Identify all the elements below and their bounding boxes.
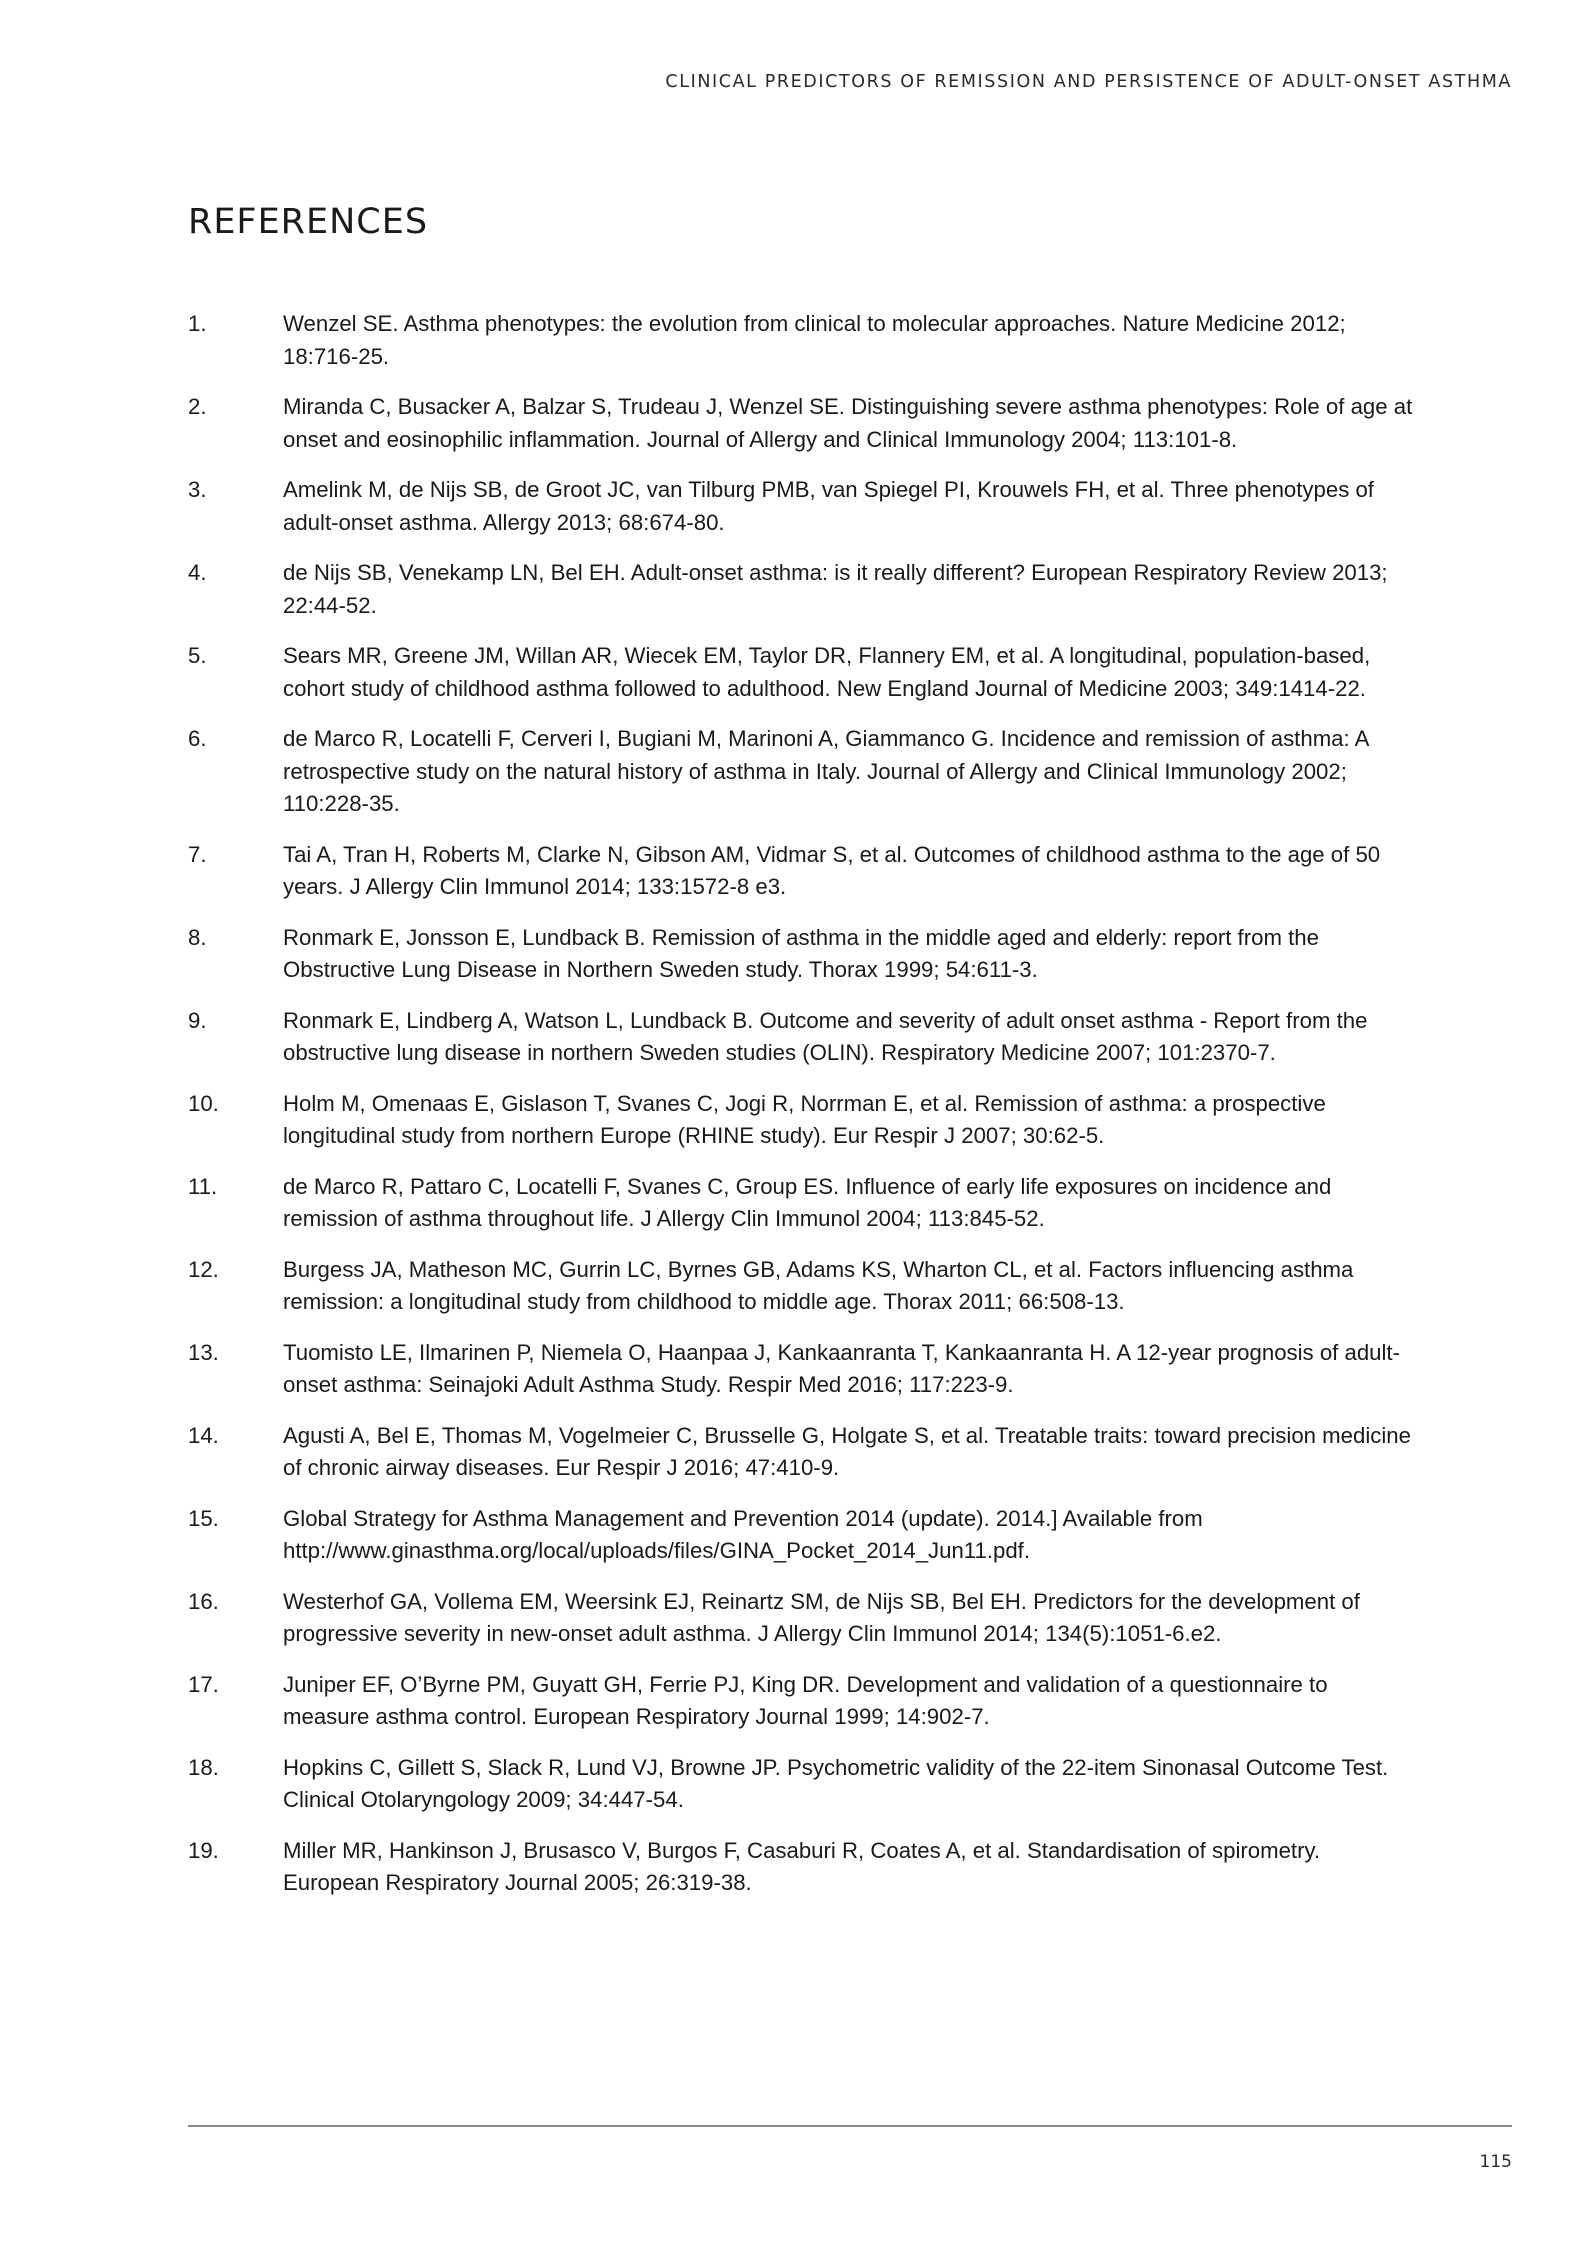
- reference-text: Agusti A, Bel E, Thomas M, Vogelmeier C, Brusselle G, Holgate S, et al. Treatable traits: toward precision medicine of chronic airway diseases. Eur Respir J 2016; 47:410-9.: [283, 1422, 1411, 1480]
- reference-item: [188, 1005, 1420, 1070]
- reference-item: [188, 922, 1420, 987]
- reference-item: [188, 391, 1420, 456]
- reference-text: Tai A, Tran H, Roberts M, Clarke N, Gibson AM, Vidmar S, et al. Outcomes of childhood asthma to the age of 50 years. J Allergy Clin Immunol 2014; 133:1572-8 e3.: [283, 841, 1381, 899]
- reference-item: [188, 1835, 1420, 1900]
- reference-text: Westerhof GA, Vollema EM, Weersink EJ, Reinartz SM, de Nijs SB, Bel EH. Predictors for the development of progressive severity in new-onset adult asthma. J Allergy Clin Immunol 2014; 134(5):1051-6.e2.: [283, 1588, 1360, 1646]
- reference-text: de Nijs SB, Venekamp LN, Bel EH. Adult-onset asthma: is it really different? European Respiratory Review 2013; 22:44-52.: [283, 560, 1388, 618]
- footer-divider: [188, 2125, 1512, 2127]
- reference-text: de Marco R, Pattaro C, Locatelli F, Svanes C, Group ES. Influence of early life exposures on incidence and remission of asthma throughout life. J Allergy Clin Immunol 2004; 113:845-52.: [283, 1173, 1332, 1231]
- reference-item: [188, 1503, 1420, 1568]
- reference-number: 6.: [188, 726, 207, 751]
- reference-text: Miller MR, Hankinson J, Brusasco V, Burgos F, Casaburi R, Coates A, et al. Standardisation of spirometry. European Respiratory Journal 2005; 26:319-38.: [283, 1837, 1321, 1895]
- reference-list: [188, 308, 1420, 1918]
- reference-item: [188, 474, 1420, 539]
- reference-number: 18.: [188, 1754, 219, 1780]
- reference-number: 10.: [188, 1090, 219, 1116]
- reference-item: [188, 839, 1420, 904]
- reference-number: 16.: [188, 1588, 219, 1614]
- reference-text: Hopkins C, Gillett S, Slack R, Lund VJ, Browne JP. Psychometric validity of the 22-item Sinonasal Outcome Test. Clinical Otolaryngology 2009; 34:447-54.: [283, 1754, 1389, 1812]
- reference-text: Holm M, Omenaas E, Gislason T, Svanes C, Jogi R, Norrman E, et al. Remission of asthma: a prospective longitudinal study from northern Europe (RHINE study). Eur Respir J 2007; 30:62-5.: [283, 1090, 1326, 1148]
- reference-text: de Marco R, Locatelli F, Cerveri I, Bugiani M, Marinoni A, Giammanco G. Incidence and remission of asthma: A retrospective study on the natural history of asthma in Italy. Journal of Allergy and Clinical Immunology 2002; 110:228-35.: [283, 726, 1369, 816]
- reference-number: 13.: [188, 1339, 219, 1365]
- reference-number: 12.: [188, 1256, 219, 1282]
- reference-number: 8.: [188, 924, 207, 950]
- reference-number: 7.: [188, 841, 207, 867]
- reference-item: [188, 1586, 1420, 1651]
- reference-item: [188, 1254, 1420, 1319]
- running-header: CLINICAL PREDICTORS OF REMISSION AND PERSISTENCE OF ADULT-ONSET ASTHMA: [665, 72, 1512, 92]
- reference-number: 19.: [188, 1837, 219, 1863]
- reference-number: 17.: [188, 1671, 219, 1697]
- reference-item: [188, 1669, 1420, 1734]
- reference-text: Miranda C, Busacker A, Balzar S, Trudeau J, Wenzel SE. Distinguishing severe asthma phenotypes: Role of age at onset and eosinophilic inflammation. Journal of Allergy and Clinical Immunology 2004; 113:101-8.: [283, 394, 1413, 452]
- reference-text: Global Strategy for Asthma Management and Prevention 2014 (update). 2014.] Available from http://www.ginasthma.org/local/uploads/files/GINA_Pocket_2014_Jun11.pdf.: [283, 1505, 1203, 1563]
- reference-number: 15.: [188, 1505, 219, 1531]
- reference-text: Ronmark E, Lindberg A, Watson L, Lundback B. Outcome and severity of adult onset asthma - Report from the obstructive lung disease in northern Sweden studies (OLIN). Respiratory Medicine 2007; 101:2370-7.: [283, 1007, 1368, 1065]
- reference-number: 2.: [188, 394, 207, 419]
- reference-text: Ronmark E, Jonsson E, Lundback B. Remission of asthma in the middle aged and elderly: report from the Obstructive Lung Disease in Northern Sweden study. Thorax 1999; 54:611-3.: [283, 924, 1319, 982]
- reference-item: [188, 723, 1420, 821]
- page-number: 115: [1479, 2152, 1512, 2172]
- reference-item: [188, 640, 1420, 705]
- reference-text: Tuomisto LE, Ilmarinen P, Niemela O, Haanpaa J, Kankaanranta T, Kankaanranta H. A 12-year prognosis of adult-onset asthma: Seinajoki Adult Asthma Study. Respir Med 2016; 117:223-9.: [283, 1339, 1400, 1397]
- reference-text: Burgess JA, Matheson MC, Gurrin LC, Byrnes GB, Adams KS, Wharton CL, et al. Factors influencing asthma remission: a longitudinal study from childhood to middle age. Thorax 2011; 66:508-13.: [283, 1256, 1354, 1314]
- reference-item: [188, 1171, 1420, 1236]
- section-title: REFERENCES: [188, 202, 429, 242]
- reference-number: 4.: [188, 560, 207, 585]
- reference-number: 1.: [188, 311, 207, 336]
- reference-number: 11.: [188, 1173, 218, 1199]
- reference-item: [188, 1420, 1420, 1485]
- reference-text: Juniper EF, O’Byrne PM, Guyatt GH, Ferrie PJ, King DR. Development and validation of a questionnaire to measure asthma control. European Respiratory Journal 1999; 14:902-7.: [283, 1671, 1328, 1729]
- reference-number: 14.: [188, 1422, 219, 1448]
- reference-text: Amelink M, de Nijs SB, de Groot JC, van Tilburg PMB, van Spiegel PI, Krouwels FH, et al. Three phenotypes of adult-onset asthma. Allergy 2013; 68:674-80.: [283, 477, 1374, 535]
- reference-item: [188, 308, 1420, 373]
- reference-item: [188, 557, 1420, 622]
- reference-text: Wenzel SE. Asthma phenotypes: the evolution from clinical to molecular approaches. Nature Medicine 2012; 18:716-25.: [283, 311, 1346, 369]
- reference-number: 5.: [188, 643, 207, 668]
- reference-number: 9.: [188, 1007, 207, 1033]
- reference-number: 3.: [188, 477, 207, 502]
- reference-item: [188, 1088, 1420, 1153]
- reference-text: Sears MR, Greene JM, Willan AR, Wiecek EM, Taylor DR, Flannery EM, et al. A longitudinal, population-based, cohort study of childhood asthma followed to adulthood. New England Journal of Medicine 2003; 349:1414-22.: [283, 643, 1371, 701]
- reference-item: [188, 1752, 1420, 1817]
- reference-item: [188, 1337, 1420, 1402]
